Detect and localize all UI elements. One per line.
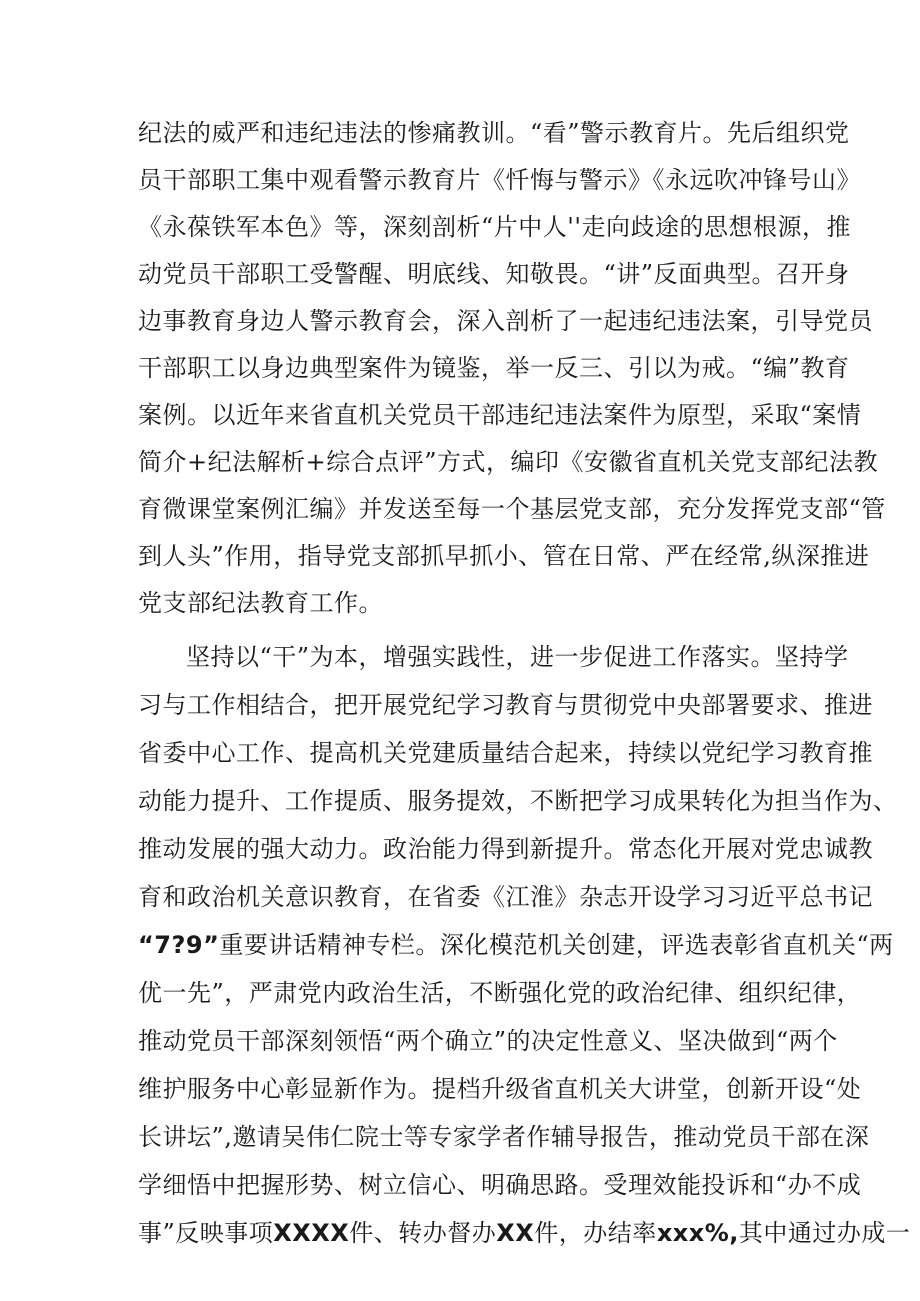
text-line: 推动发展的强大动力。政治能力得到新提升。常态化开展对党忠诚教	[138, 835, 873, 863]
text-line: 长讲坛”,邀请吴伟仁院士等专家学者作辅导报告，推动党员干部在深	[138, 1123, 870, 1151]
text-span: 件，办结率	[534, 1219, 657, 1247]
text-line: 育和政治机关意识教育，在省委《江淮》杂志开设学习习近平总书记	[138, 883, 873, 911]
bold-quote: “7?9”	[138, 931, 220, 959]
text-span: 件、转办督办	[349, 1219, 497, 1247]
text-line: 纪法的威严和违纪违法的惨痛教训。“看”警示教育片。先后组织党	[138, 119, 850, 147]
text-line: 学细悟中把握形势、树立信心、明确思路。受理效能投诉和“办不成	[138, 1171, 862, 1199]
text-line	[138, 930, 894, 960]
text-line: 维护服务中心彰显新作为。提档升级省直机关大讲堂，创新开设“处	[138, 1075, 862, 1103]
text-line: 边事教育身边人警示教育会，深入剖析了一起违纪违法案，引导党员	[138, 307, 873, 335]
text-line: 动能力提升、工作提质、服务提效，不断把学习成果转化为担当作为、	[138, 787, 898, 815]
text-line: 干部职工以身边典型案件为镜鉴，举一反三、引以为戒。“编”教育	[138, 354, 850, 382]
text-span: 重要讲话精神专栏。深化模范机关创建，评选表彰省直机关“两	[219, 931, 894, 959]
text-line: 育微课堂案例汇编》并发送至每一个基层党支部，充分发挥党支部“管	[138, 495, 886, 523]
text-line: 省委中心工作、提高机关党建质量结合起来，持续以党纪学习教育推	[138, 739, 873, 767]
text-line: 到人头”作用，指导党支部抓早抓小、管在日常、严在经常,纵深推进	[138, 542, 870, 570]
text-line: 《永葆铁军本色》等，深刻剖析“片中人''走向歧途的思想根源，推	[138, 213, 851, 241]
text-line: 案例。以近年来省直机关党员干部违纪违法案件为原型，采取“案情	[138, 401, 862, 429]
bold-placeholder: XX	[496, 1219, 535, 1247]
text-line	[138, 1218, 911, 1248]
text-line: 动党员干部职工受警醒、明底线、知敬畏。“讲”反面典型。召开身	[138, 260, 850, 288]
text-line: 简介+纪法解析+综合点评”方式，编印《安徽省直机关党支部纪法教	[138, 448, 878, 476]
text-line: 推动党员干部深刻领悟“两个确立”的决定性意义、坚决做到“两个	[138, 1027, 838, 1055]
bold-placeholder: XXXX	[273, 1219, 350, 1247]
text-line: 习与工作相结合，把开展党纪学习教育与贯彻党中央部署要求、推进	[138, 691, 873, 719]
bold-placeholder: xxx%,	[656, 1219, 739, 1247]
text-line: 员干部职工集中观看警示教育片《忏悔与警示》《永远吹冲锋号山》	[138, 166, 861, 194]
text-line: 党支部纪法教育工作。	[138, 589, 383, 617]
text-span: 其中通过办成一	[738, 1219, 911, 1247]
text-span: 事”反映事项	[138, 1219, 274, 1247]
text-line: 优一先”，严肃党内政治生活，不断强化党的政治纪律、组织纪律，	[138, 979, 862, 1007]
text-line: 坚持以“干”为本，增强实践性，进一步促进工作落实。坚持学	[186, 643, 849, 671]
